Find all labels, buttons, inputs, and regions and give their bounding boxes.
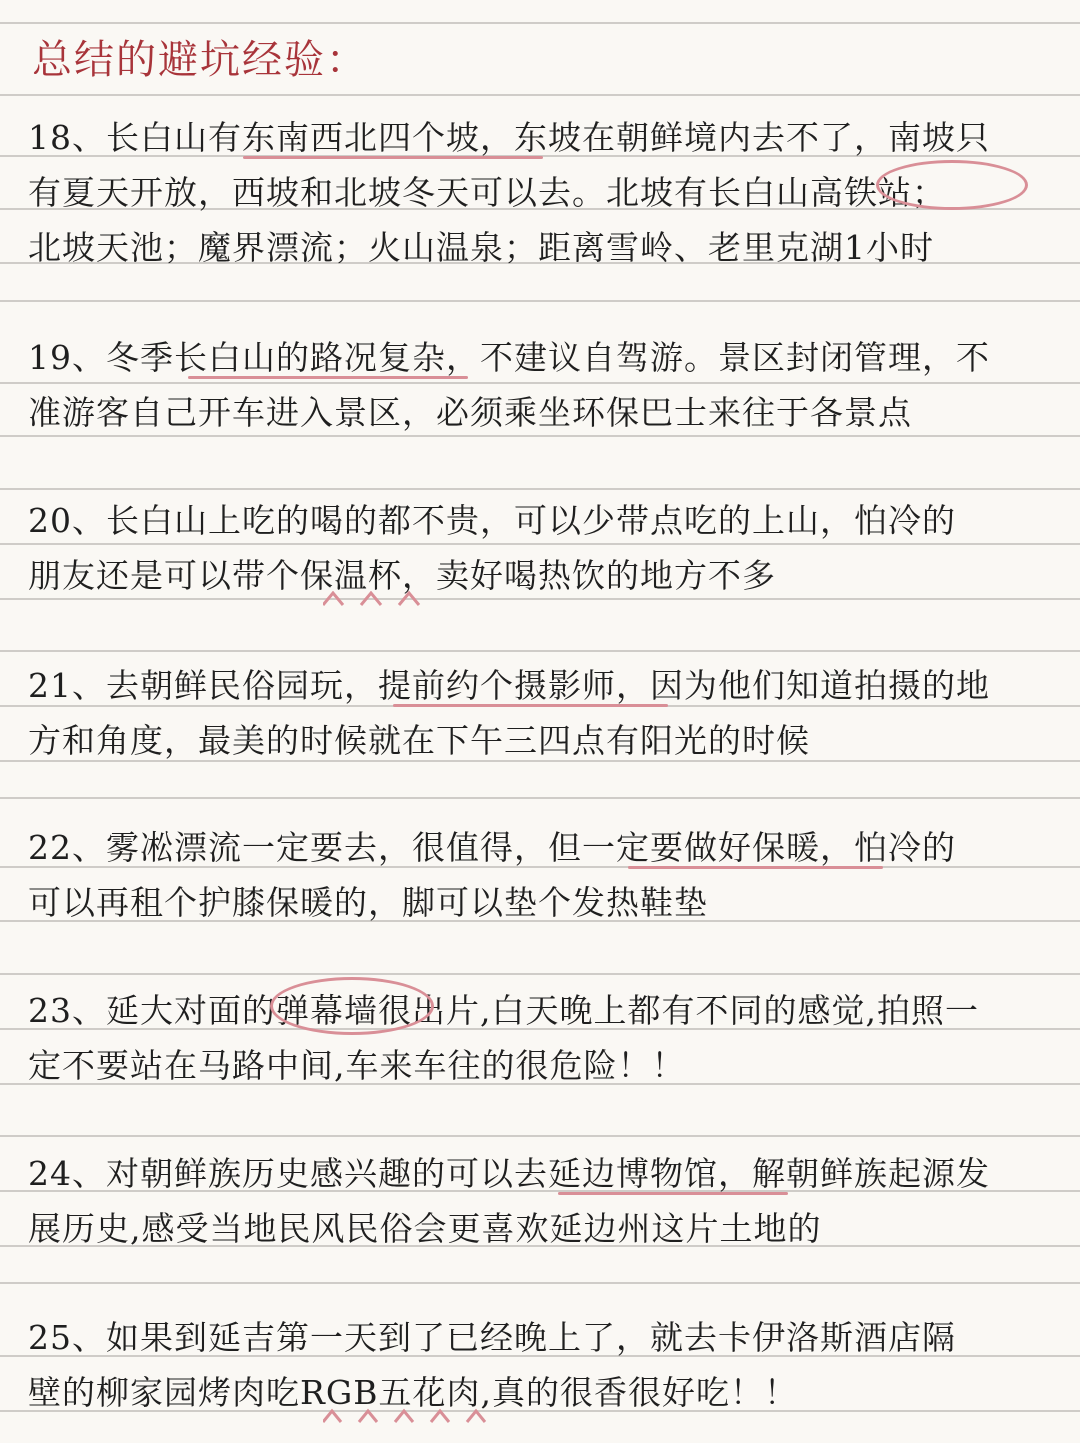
highlight-triangles [323, 1408, 523, 1424]
highlight-underline [558, 1192, 788, 1195]
ruled-line [0, 1282, 1080, 1284]
tip-line: 有夏天开放，西坡和北坡冬天可以去。北坡有长白山高铁站； [28, 173, 946, 212]
tip-line: 23、延大对面的弹幕墙很出片,白天晚上都有不同的感觉,拍照一 [28, 991, 979, 1030]
tip-line: 21、去朝鲜民俗园玩，提前约个摄影师，因为他们知道拍摄的地 [28, 666, 990, 705]
highlight-underline [243, 156, 543, 159]
ruled-line [0, 300, 1080, 302]
highlight-underline [188, 376, 468, 379]
ruled-line [0, 650, 1080, 652]
ruled-line [0, 973, 1080, 975]
tip-line: 朋友还是可以带个保温杯，卖好喝热饮的地方不多 [28, 556, 776, 595]
tip-line: 18、长白山有东南西北四个坡，东坡在朝鲜境内去不了，南坡只 [28, 118, 990, 157]
tip-line: 19、冬季长白山的路况复杂，不建议自驾游。景区封闭管理，不 [28, 338, 990, 377]
highlight-triangles [323, 591, 433, 607]
ruled-line [0, 94, 1080, 96]
highlight-circle [270, 977, 434, 1035]
ruled-line [0, 22, 1080, 24]
tip-line: 展历史,感受当地民风民俗会更喜欢延边州这片土地的 [28, 1209, 822, 1248]
ruled-line [0, 435, 1080, 437]
tip-line: 22、雾凇漂流一定要去，很值得，但一定要做好保暖，怕冷的 [28, 828, 956, 867]
tip-line: 定不要站在马路中间,车来车往的很危险！！ [28, 1046, 686, 1085]
ruled-line [0, 488, 1080, 490]
ruled-line [0, 382, 1080, 384]
tip-line: 25、如果到延吉第一天到了已经晚上了，就去卡伊洛斯酒店隔 [28, 1318, 956, 1357]
tip-line: 准游客自己开车进入景区，必须乘坐环保巴士来往于各景点 [28, 393, 912, 432]
tip-line: 20、长白山上吃的喝的都不贵，可以少带点吃的上山，怕冷的 [28, 501, 956, 540]
tip-line: 可以再租个护膝保暖的，脚可以垫个发热鞋垫 [28, 883, 708, 922]
ruled-line [0, 797, 1080, 799]
ruled-line [0, 543, 1080, 545]
ruled-line [0, 1135, 1080, 1137]
page-title: 总结的避坑经验： [32, 37, 368, 83]
tip-line: 方和角度，最美的时候就在下午三四点有阳光的时候 [28, 721, 810, 760]
highlight-underline [393, 704, 668, 707]
tip-line: 24、对朝鲜族历史感兴趣的可以去延边博物馆，解朝鲜族起源发 [28, 1154, 990, 1193]
highlight-circle [876, 160, 1028, 210]
highlight-underline [628, 866, 883, 869]
tip-line: 壁的柳家园烤肉吃RGB五花肉,真的很香很好吃！！ [28, 1373, 798, 1412]
ruled-line [0, 598, 1080, 600]
tip-line: 北坡天池；魔界漂流；火山温泉；距离雪岭、老里克湖1小时 [28, 228, 934, 267]
